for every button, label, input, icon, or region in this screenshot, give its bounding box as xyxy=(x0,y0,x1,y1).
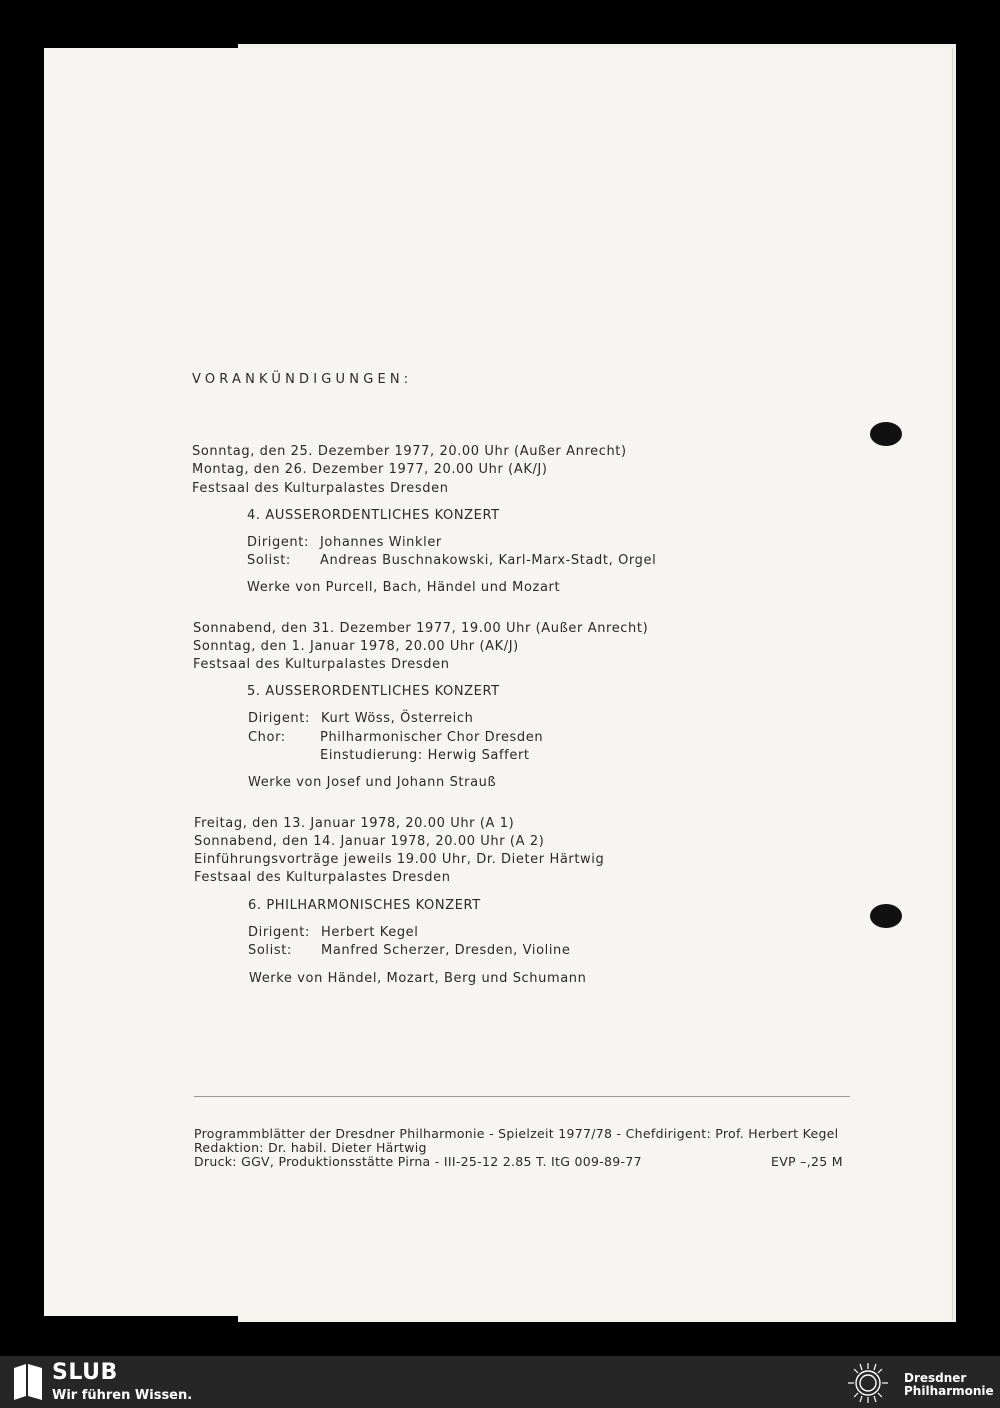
role-label: Solist: xyxy=(247,553,291,568)
concert-intro-talk: Einführungsvorträge jeweils 19.00 Uhr, Dr. Dieter Härtwig xyxy=(194,852,605,867)
footer-price: EVP –,25 M xyxy=(771,1154,843,1169)
orchestra-logo[interactable] xyxy=(842,1360,894,1406)
footer-divider xyxy=(194,1096,850,1097)
concert-works: Werke von Händel, Mozart, Berg und Schumann xyxy=(249,971,587,986)
role-person: Einstudierung: Herwig Saffert xyxy=(320,748,530,763)
concert-date-line: Freitag, den 13. Januar 1978, 20.00 Uhr (A 1) xyxy=(194,816,515,831)
role-person: Johannes Winkler xyxy=(320,535,442,550)
role-label: Chor: xyxy=(248,730,286,745)
concert-date-line: Sonntag, den 1. Januar 1978, 20.00 Uhr (AK/J) xyxy=(193,639,519,654)
book-icon xyxy=(12,1362,44,1402)
orchestra-name-line1: Dresdner xyxy=(904,1371,967,1385)
concert-venue: Festsaal des Kulturpalastes Dresden xyxy=(194,870,451,885)
role-person: Herbert Kegel xyxy=(321,925,419,940)
page-heading: VORANKÜNDIGUNGEN: xyxy=(192,372,413,387)
role-person: Andreas Buschnakowski, Karl-Marx-Stadt, Orgel xyxy=(320,553,657,568)
concert-date-line: Sonntag, den 25. Dezember 1977, 20.00 Uhr (Außer Anrecht) xyxy=(192,444,627,459)
orchestra-name xyxy=(904,1372,994,1398)
concert-venue: Festsaal des Kulturpalastes Dresden xyxy=(192,481,449,496)
footer-print: Druck: GGV, Produktionsstätte Pirna - III-25-12 2.85 T. ItG 009-89-77 xyxy=(194,1154,642,1169)
concert-venue: Festsaal des Kulturpalastes Dresden xyxy=(193,657,450,672)
role-label: Dirigent: xyxy=(247,535,309,550)
orchestra-name-line2: Philharmonie xyxy=(904,1384,994,1398)
role-person: Manfred Scherzer, Dresden, Violine xyxy=(321,943,571,958)
role-person: Kurt Wöss, Österreich xyxy=(321,711,474,726)
role-person: Philharmonischer Chor Dresden xyxy=(320,730,544,745)
punch-hole xyxy=(870,904,902,928)
concert-date-line: Sonnabend, den 14. Januar 1978, 20.00 Uhr (A 2) xyxy=(194,834,545,849)
footer-publisher: Programmblätter der Dresdner Philharmonie - Spielzeit 1977/78 - Chefdirigent: Prof. Herbert Kegel xyxy=(194,1126,839,1141)
concert-date-line: Sonnabend, den 31. Dezember 1977, 19.00 Uhr (Außer Anrecht) xyxy=(193,621,649,636)
role-label: Dirigent: xyxy=(248,925,310,940)
library-logo-text[interactable]: SLUB xyxy=(52,1360,118,1385)
punch-hole xyxy=(870,422,902,446)
role-label: Solist: xyxy=(248,943,292,958)
concert-title: 4. AUSSERORDENTLICHES KONZERT xyxy=(247,508,500,523)
role-label: Dirigent: xyxy=(248,711,310,726)
concert-title: 5. AUSSERORDENTLICHES KONZERT xyxy=(247,684,500,699)
concert-title: 6. PHILHARMONISCHES KONZERT xyxy=(248,898,481,913)
library-tagline: Wir führen Wissen. xyxy=(52,1388,193,1403)
concert-works: Werke von Josef und Johann Strauß xyxy=(248,775,497,790)
concert-works: Werke von Purcell, Bach, Händel und Mozart xyxy=(247,580,561,595)
concert-date-line: Montag, den 26. Dezember 1977, 20.00 Uhr (AK/J) xyxy=(192,462,548,477)
footer-editor: Redaktion: Dr. habil. Dieter Härtwig xyxy=(194,1140,427,1155)
